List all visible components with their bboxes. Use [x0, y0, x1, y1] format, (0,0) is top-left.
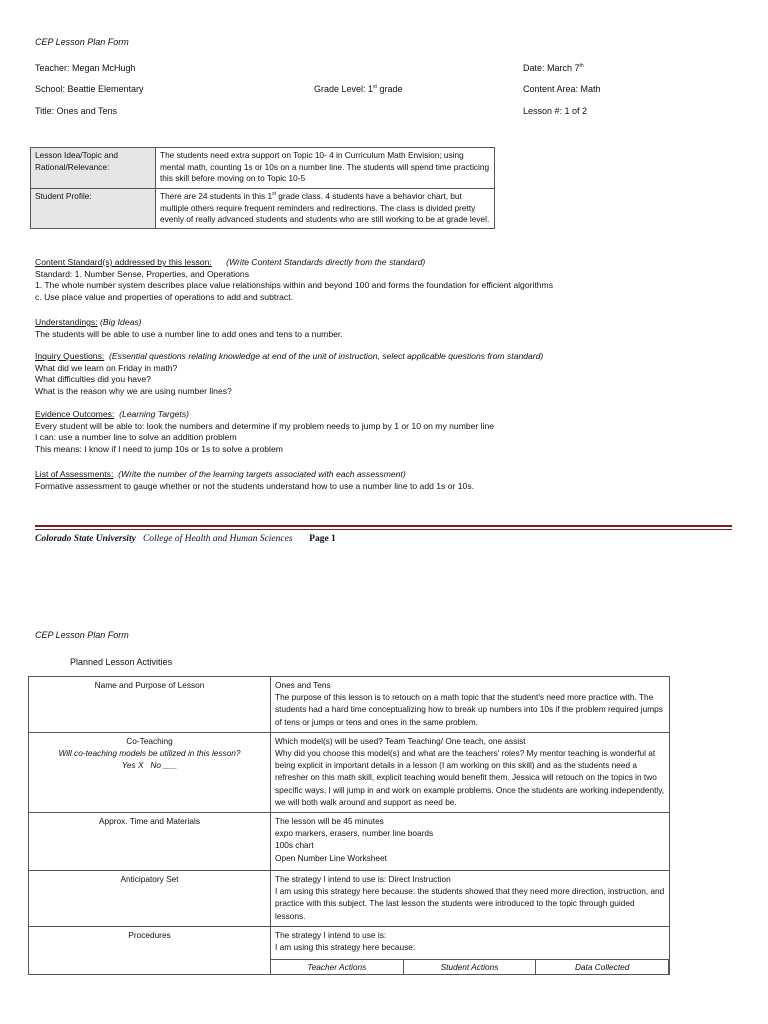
time-materials-line: The lesson will be 45 minutes [275, 816, 384, 827]
name-purpose-cell [271, 677, 670, 733]
inquiry-heading: Inquiry Questions: [35, 351, 105, 361]
time-materials-label: Approx. Time and Materials [29, 813, 271, 871]
evidence-line: This means: I know if I need to jump 10s or 1s to solve a problem [35, 443, 283, 454]
activity-row-coteaching [29, 732, 670, 812]
co-teaching-answer: Yes X No ___ [121, 760, 178, 771]
title-field: Title: Ones and Tens [35, 106, 118, 116]
procedures-subtable [270, 959, 669, 975]
footer-page-number: Page 1 [309, 534, 336, 544]
co-teaching-line: Why did you choose this model(s) and what are the teachers' roles? My mentor teaching is wonderful at being explicit in important details in a lesson (I am working on this skill) and as the students need a refresher on this math skill, explicit teaching would benefit them. Jessica will retouch on the topics in two specific ways, I will jump in and work on example problems. Once the students are working independently, we will both walk around and support as need be. [275, 748, 665, 807]
name-purpose-label: Name and Purpose of Lesson [29, 677, 271, 733]
teacher-actions-header: Teacher Actions [271, 960, 404, 975]
planned-activities-heading: Planned Lesson Activities [70, 657, 173, 667]
student-actions-header: Student Actions [403, 960, 536, 975]
co-teaching-label: Co-Teaching [126, 735, 173, 746]
standards-heading: Content Standard(s) addressed by this lesson: [35, 257, 212, 267]
assessments-note: (Write the number of the learning targets associated with each assessment) [118, 469, 406, 479]
lesson-number-field: Lesson #: 1 of 2 [523, 106, 588, 116]
name-purpose-line: The purpose of this lesson is to retouch on a math topic that the student's need more practice with. The students had a hard time conceptualizing how to break up numbers into 10s if the problem required jumps of tens or jumps or tens and ones in the same problem. [275, 692, 663, 727]
co-teaching-cell [271, 732, 670, 812]
footer-rule [35, 525, 732, 527]
understandings-heading: Understandings: [35, 317, 98, 327]
time-materials-cell [271, 813, 670, 871]
inquiry-note: (Essential questions relating knowledge at end of the unit of instruction, select applicable questions from standard) [109, 351, 544, 361]
activity-row-time [29, 813, 670, 871]
student-profile-text: There are 24 students in this 1st grade class. 4 students have a behavior chart, but multiple others require frequent reminders and redirections. The class is divided pretty evenly of really advanced students and students who are still working to be at grade level. [156, 189, 495, 229]
evidence-line: Every student will be able to: look the numbers and determine if my problem needs to jump by 1 or 10 on my number line [35, 420, 495, 431]
lesson-idea-label: Lesson Idea/Topic and Rational/Relevance: [31, 148, 156, 189]
assessments-line: Formative assessment to gauge whether or not the students understand how to use a number line to add 1s or 10s. [35, 480, 475, 491]
understandings-line: The students will be able to use a number line to add ones and tens to a number. [35, 328, 343, 339]
footer-university: Colorado State University [35, 534, 136, 544]
evidence-line: I can: use a number line to solve an addition problem [35, 432, 237, 443]
procedures-label: Procedures [29, 926, 271, 975]
footer-college: College of Health and Human Sciences [142, 534, 293, 544]
evidence-heading: Evidence Outcomes: [35, 409, 115, 419]
activity-row-anticipatory [29, 871, 670, 927]
standards-line: c. Use place value and properties of operations to add and subtract. [35, 291, 293, 302]
assessments-section [35, 469, 745, 492]
student-profile-label: Student Profile: [31, 189, 156, 229]
school-field: School: Beattie Elementary [35, 84, 144, 94]
evidence-section [35, 409, 745, 455]
co-teaching-line: Which model(s) will be used? Team Teaching/ One teach, one assist [275, 735, 526, 746]
planned-activities-table [28, 676, 670, 975]
inquiry-line: What difficulties did you have? [35, 374, 151, 385]
teacher-field: Teacher: Megan McHugh [35, 63, 136, 73]
time-materials-line: expo markers, erasers, number line boards [275, 828, 434, 839]
page-footer [35, 534, 336, 544]
content-standards-section [35, 257, 745, 303]
procedures-line: I am using this strategy here because: [275, 942, 416, 953]
anticipatory-line: I am using this strategy here because: the students showed that they need more direction, instruction, and practice with this subject. The last lesson the students were introduced to the topic through guided lessons. [275, 886, 665, 921]
form-title-page2: CEP Lesson Plan Form [35, 630, 129, 640]
time-materials-line: 100s chart [275, 840, 314, 851]
anticipatory-line: The strategy I intend to use is: Direct Instruction [275, 874, 451, 885]
inquiry-line: What did we learn on Friday in math? [35, 362, 178, 373]
assessments-heading: List of Assessments: [35, 469, 114, 479]
co-teaching-question: Will co-teaching models be utilized in this lesson? [58, 748, 241, 759]
date-field: Date: March 7th [523, 63, 584, 73]
inquiry-section [35, 351, 745, 397]
footer-rule-thin [35, 529, 732, 530]
procedures-line: The strategy I intend to use is: [275, 929, 387, 940]
co-teaching-label-cell [29, 732, 271, 812]
lesson-idea-text: The students need extra support on Topic 10- 4 in Curriculum Math Envision; using mental math, counting 1s or 10s on a number line. The students will spend time practicing this skill before moving on to Topic 10-5 [156, 148, 495, 189]
standards-line: Standard: 1. Number Sense, Properties, and Operations [35, 268, 250, 279]
data-collected-header: Data Collected [536, 960, 669, 975]
form-title: CEP Lesson Plan Form [35, 37, 129, 47]
lesson-idea-row [31, 148, 495, 189]
inquiry-line: What is the reason why we are using number lines? [35, 385, 232, 396]
student-profile-row [31, 189, 495, 229]
understandings-section [35, 317, 745, 340]
evidence-note: (Learning Targets) [119, 409, 189, 419]
name-purpose-line: Ones and Tens [275, 680, 331, 690]
understandings-note: (Big Ideas) [99, 317, 142, 327]
grade-level-field: Grade Level: 1st grade [314, 84, 403, 94]
activity-row-name [29, 677, 670, 733]
anticipatory-set-cell [271, 871, 670, 927]
content-area-field: Content Area: Math [523, 84, 601, 94]
lesson-info-table [30, 147, 495, 229]
procedures-cell [271, 926, 670, 975]
activity-row-procedures [29, 926, 670, 975]
anticipatory-set-label: Anticipatory Set [29, 871, 271, 927]
time-materials-line: Open Number Line Worksheet [275, 852, 387, 863]
standards-note: (Write Content Standards directly from the standard) [226, 257, 426, 267]
standards-line: 1. The whole number system describes place value relationships within and beyond 100 and forms the foundation for efficient algorithms [35, 280, 553, 291]
